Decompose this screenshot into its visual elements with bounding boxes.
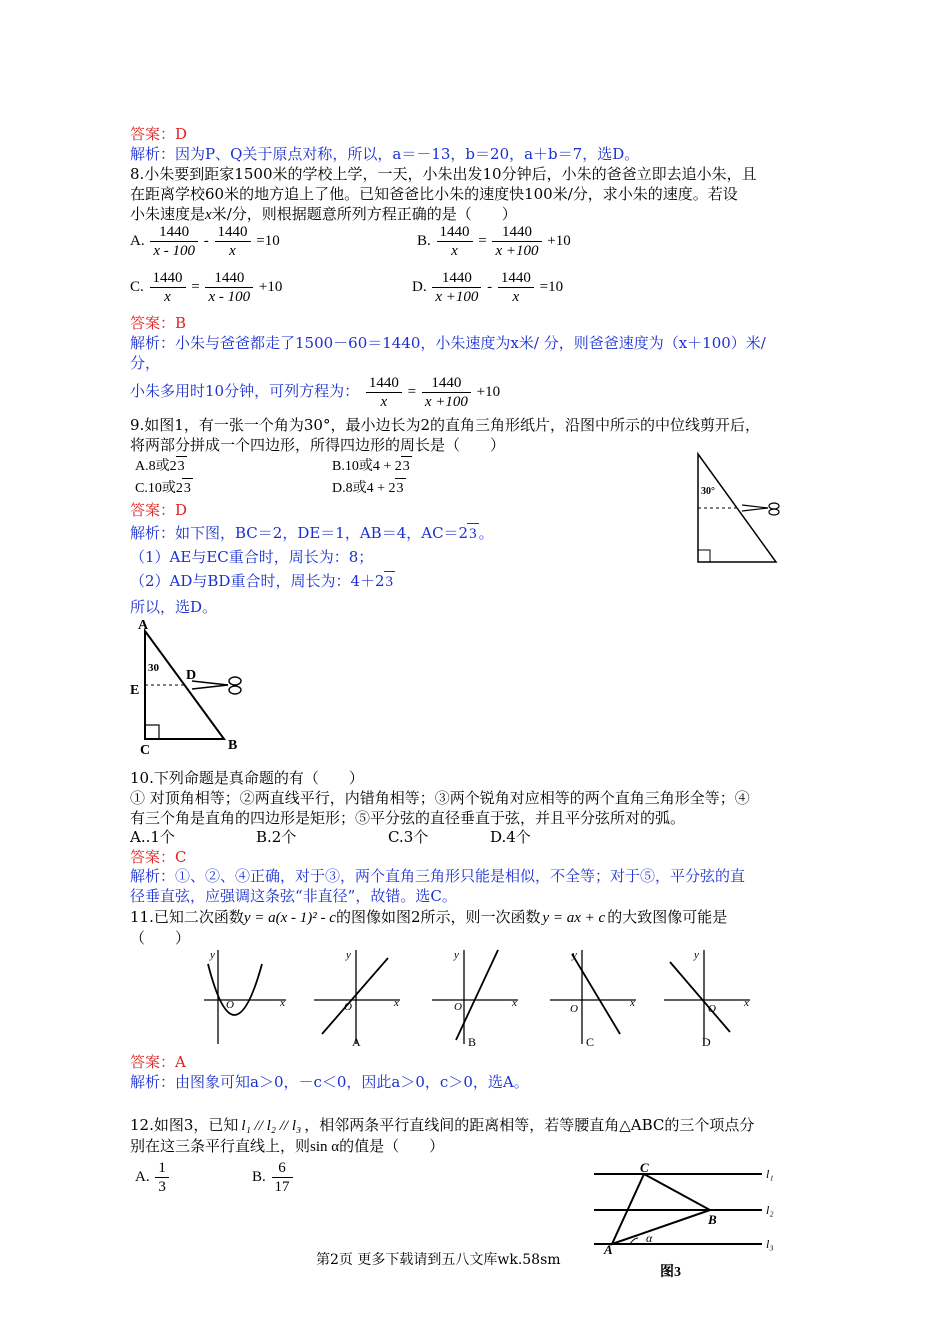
point-b-label: B: [708, 1212, 717, 1227]
question-10-line3: 有三个角是直角的四边形是矩形；⑤平分弦的直径垂直于弦，并且平分弦所对的弧。: [130, 809, 686, 827]
analysis-9-line4: 所以，选D。: [130, 598, 218, 616]
question-8-line1: 8.小朱要到距家1500米的学校上学，一天，小朱出发10分钟后，小朱的爸爸立即去追小朱，且: [130, 165, 757, 183]
answer-8: 答案：B: [130, 314, 187, 332]
graph-parabola: [204, 949, 286, 1044]
q10-option-a: A..1个: [130, 828, 175, 846]
svg-text:x: x: [280, 997, 285, 1009]
svg-text:x: x: [744, 997, 749, 1009]
point-e-label: E: [130, 683, 140, 698]
graph-option-d: [664, 949, 750, 1049]
svg-text:B: B: [468, 1035, 477, 1049]
point-c-label: C: [640, 1160, 649, 1175]
scissors-icon: [742, 503, 779, 515]
point-c-label: C: [140, 743, 151, 758]
figure-1-angle-label: 30°: [701, 486, 715, 497]
q8-option-a: A. $\frac{1440}{x - 100}$ - $\frac{1440}{x}$ =10: [130, 224, 280, 260]
q9-option-a: A.8或23: [135, 456, 187, 477]
graph-option-a: [314, 949, 400, 1049]
question-9-line2: 将两部分拼成一个四边形，所得四边形的周长是（ ）: [130, 436, 506, 454]
q8-option-b: B. $\frac{1440}{x}$ = $\frac{1440}{x +100}$ +10: [417, 224, 571, 260]
q9-option-b: B.10或4 + 23: [332, 456, 412, 477]
answer-11: 答案：A: [130, 1053, 186, 1071]
point-d-label: D: [186, 668, 197, 683]
point-a-label: A: [604, 1242, 613, 1257]
point-a-label: A: [138, 618, 149, 633]
question-11-line1: 11.已知二次函数y = a(x - 1)² - c的图像如图2所示，则一次函数 y = ax + c 的大致图像可能是: [130, 908, 728, 926]
question-11-line2: （ ）: [130, 929, 191, 947]
svg-text:C: C: [586, 1035, 595, 1049]
q12-option-b: B. $\frac{6}{17}$: [252, 1158, 295, 1196]
figure-1-triangle: [692, 450, 784, 566]
svg-text:y: y: [572, 949, 577, 961]
analysis-8-line3: 小朱多用时10分钟，可列方程为： $\frac{1440}{x}$ = $\frac{1440}{x +100}$ +10: [130, 375, 501, 411]
figure-q9-analysis: [130, 617, 250, 758]
analysis-8-line2: 分，: [130, 354, 161, 372]
angle-30-label: 30: [148, 662, 159, 674]
svg-text:O: O: [570, 1003, 578, 1015]
svg-text:A: A: [352, 1035, 361, 1049]
svg-text:O: O: [708, 1003, 716, 1015]
figure-3-caption: 图3: [660, 1265, 681, 1280]
svg-text:x: x: [512, 997, 517, 1009]
analysis-9-line3: （2）AD与BD重合时，周长为：4＋23: [130, 572, 394, 590]
svg-text:D: D: [702, 1035, 711, 1049]
graph-option-b: [432, 949, 518, 1049]
q9-option-c: C.10或23: [135, 478, 193, 499]
q8-option-c: C. $\frac{1440}{x}$ = $\frac{1440}{x - 100}$ +10: [130, 270, 283, 306]
scissors-icon: [192, 677, 241, 694]
analysis-10-line1: 解析：①、②、④正确，对于③，两个直角三角形只能是相似，不全等；对于⑤，平分弦的直: [130, 867, 746, 885]
question-9-line1: 9.如图1，有一张一个角为30°，最小边长为2的直角三角形纸片，沿图中所示的中位线剪开后，: [130, 416, 760, 434]
analysis-8-line1: 解析：小朱与爸爸都走了1500－60＝1440，小朱速度为x米/ 分，则爸爸速度为（x＋100）米/: [130, 334, 766, 352]
analysis-11: 解析：由图象可知a＞0，－c＜0，因此a＞0，c＞0，选A。: [130, 1073, 529, 1091]
q10-option-b: B.2个: [256, 828, 297, 846]
answer-10: 答案：C: [130, 848, 187, 866]
figure-3-parallel-lines: [590, 1152, 782, 1284]
q8-option-d: D. $\frac{1440}{x +100}$ - $\frac{1440}{x}$ =10: [412, 270, 564, 306]
page-footer: 第2页 更多下载请到五八文库wk.58sm: [316, 1252, 561, 1268]
q10-option-c: C.3个: [388, 828, 429, 846]
q10-option-d: D.4个: [490, 828, 531, 846]
question-10-line1: 10.下列命题是真命题的有（ ）: [130, 769, 364, 787]
answer-7: 答案：D: [130, 125, 188, 143]
line-l3-label: l₃: [766, 1237, 774, 1251]
svg-text:y: y: [210, 949, 215, 961]
question-10-line2: ① 对顶角相等；②两直线平行，内错角相等；③两个锐角对应相等的两个直角三角形全等；④: [130, 789, 750, 807]
alpha-label: α: [646, 1231, 653, 1245]
answer-9: 答案：D: [130, 501, 188, 519]
svg-text:O: O: [454, 1001, 462, 1013]
question-12-line2: 别在这三条平行直线上，则sin α的值是（ ）: [130, 1137, 445, 1155]
figure-2-graphs: [196, 944, 756, 1052]
svg-text:O: O: [226, 999, 234, 1011]
q12-option-a: A. $\frac{1}{3}$: [135, 1158, 171, 1196]
svg-text:x: x: [394, 997, 399, 1009]
svg-text:y: y: [346, 949, 351, 961]
svg-text:x: x: [630, 997, 635, 1009]
svg-text:y: y: [694, 949, 699, 961]
line-l1-label: l₁: [766, 1167, 774, 1181]
analysis-7: 解析：因为P、Q关于原点对称，所以，a＝－13，b＝20，a＋b＝7，选D。: [130, 145, 640, 163]
question-12-line1: 12.如图3，已知 l₁ // l₂ // l₃ ，相邻两条平行直线间的距离相等，若等腰直角△ABC的三个项点分: [130, 1116, 755, 1134]
analysis-9-line1: 解析：如下图，BC＝2，DE＝1，AB＝4，AC＝23 。: [130, 524, 494, 542]
analysis-10-line2: 径垂直弦，应强调这条弦“非直径”，故错。选C。: [130, 887, 457, 905]
svg-text:O: O: [344, 1001, 352, 1013]
question-8-line3: 小朱速度是x米/分，则根据题意所列方程正确的是（ ）: [130, 205, 517, 223]
analysis-9-line2: （1）AE与EC重合时，周长为：8；: [130, 548, 374, 566]
q9-option-d: D.8或4 + 23: [332, 478, 406, 499]
line-l2-label: l₂: [766, 1203, 774, 1217]
svg-text:y: y: [454, 949, 459, 961]
graph-option-c: [550, 949, 636, 1049]
point-b-label: B: [228, 738, 238, 753]
question-8-line2: 在距离学校60米的地方追上了他。已知爸爸比小朱的速度快100米/分，求小朱的速度。若设: [130, 185, 738, 203]
